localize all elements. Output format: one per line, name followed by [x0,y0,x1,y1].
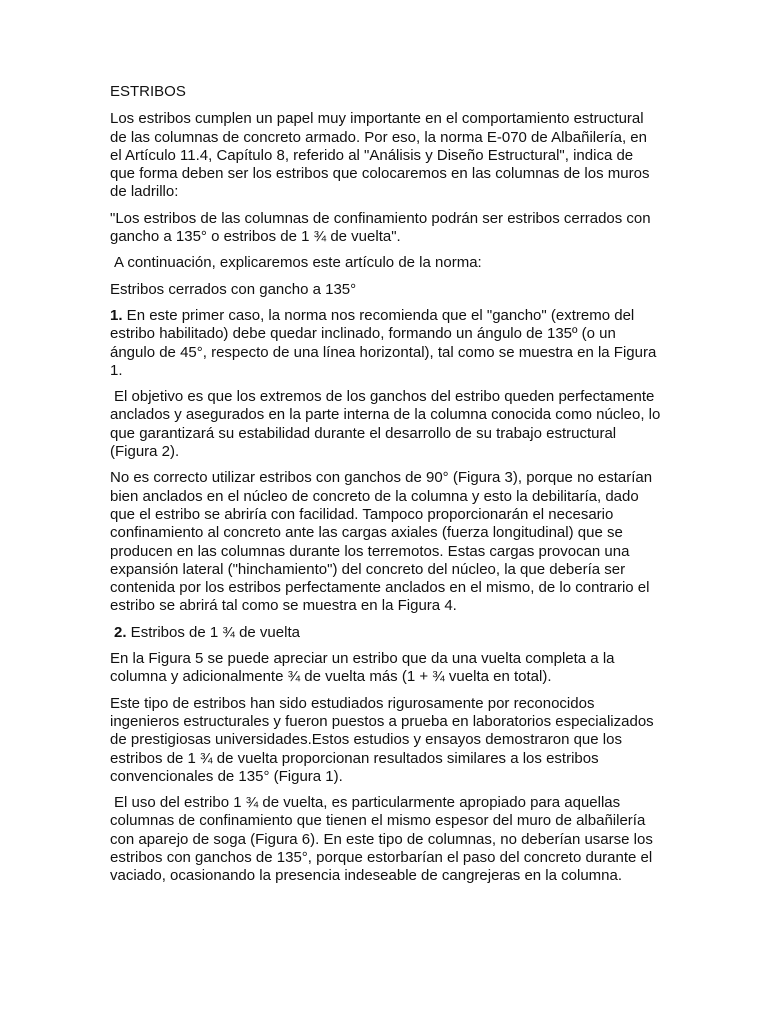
document-title: ESTRIBOS [110,83,186,100]
paragraph-norm-quote: "Los estribos de las columnas de confinamiento podrán ser estribos cerrados con gancho a 135° o estribos de 1 ¾ de vuelta". [110,209,651,246]
paragraph-item-2 [110,624,662,642]
item-1-number: 1. [110,306,123,324]
subheading-closed-stirrups: Estribos cerrados con gancho a 135° [110,280,357,298]
paragraph-explanation-intro: A continuación, explicaremos este artículo de la norma: [114,254,482,272]
paragraph-figure-5: En la Figura 5 se puede apreciar un estribo que da una vuelta completa a la columna y adicionalmente ¾ de vuelta más (1 + ¾ vuelta en total). [110,650,615,686]
item-2-number: 2. [114,623,127,641]
paragraph-incorrect-hooks: No es correcto utilizar estribos con ganchos de 90° (Figura 3), porque no estarían bien anclados en el núcleo de concreto de la columna y esto la debilitaría, dado que el estribo se abriría con facilidad. Tampoco proporcionarán el necesario confinamiento al concreto ante las cargas axiales (fuerza longitudinal) que se producen en las columnas durante los terremotos. Estas cargas provocan una expansión lateral ("hinchamiento") del concreto del núcleo, la que debería ser contenida por los estribos perfectamente anclados en el mismo, de lo contrario el estribo se abrirá tal como se muestra en la Figura 4. [110,469,653,615]
paragraph-item-1 [110,307,662,380]
paragraph-introduction: Los estribos cumplen un papel muy importante en el comportamiento estructural de las columnas de concreto armado. Por eso, la norma E-070 de Albañilería, en el Artículo 11.4, Capítulo 8, referido al "Análisis y Diseño Estructural", indica de que forma deben ser los estribos que colocaremos en las columnas de los muros de ladrillo: [110,110,650,201]
paragraph-objective: El objetivo es que los extremos de los ganchos del estribo queden perfectamente anclados y asegurados en la parte interna de la columna conocida como núcleo, lo que garantizará su estabilidad durante el desarrollo de su trabajo estructural (Figura 2). [110,388,661,461]
item-1-text: En este primer caso, la norma nos recomienda que el "gancho" (extremo del estribo habilitado) debe quedar inclinado, formando un ángulo de 135º (o un ángulo de 45°, respecto de una línea horizontal), tal como se muestra en la Figura 1. [110,306,657,379]
item-2-text: Estribos de 1 ¾ de vuelta [126,623,300,641]
paragraph-studies: Este tipo de estribos han sido estudiados rigurosamente por reconocidos ingenieros estructurales y fueron puestos a prueba en laboratorios especializados de prestigiosas universidades.Estos estudios y ensayos demostraron que los estribos de 1 ¾ de vuelta proporcionan resultados similares a los estribos convencionales de 135° (Figura 1). [110,694,654,785]
document-page [110,83,662,894]
paragraph-usage: El uso del estribo 1 ¾ de vuelta, es particularmente apropiado para aquellas columnas de confinamiento que tienen el mismo espesor del muro de albañilería con aparejo de soga (Figura 6). En este tipo de columnas, no deberían usarse los estribos con ganchos de 135°, porque estorbarían el paso del concreto durante el vaciado, ocasionando la presencia indeseable de cangrejeras en la columna. [110,794,653,885]
